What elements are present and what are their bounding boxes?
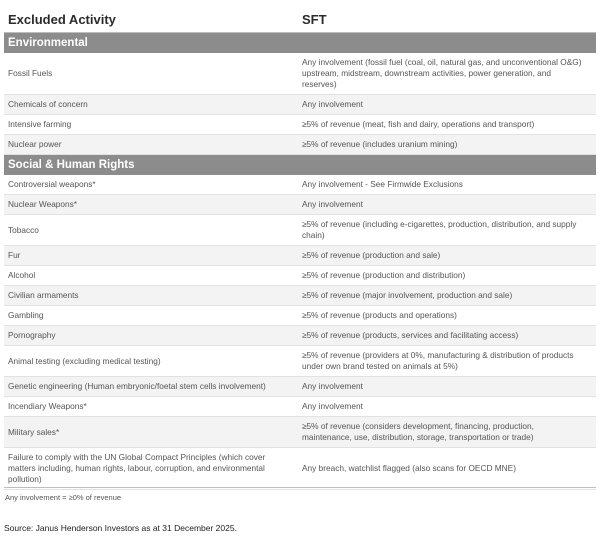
activity-cell: Animal testing (excluding medical testing) [8,355,161,366]
criteria-cell: ≥5% of revenue (production and distribution) [302,270,466,280]
table-header [4,4,596,33]
exclusions-table [4,4,596,490]
table-row [4,326,596,346]
table-row [4,377,596,397]
table-row [4,246,596,266]
criteria-cell: ≥5% of revenue (considers development, financing, production, maintenance, use, distribution, storage, transportation or trade) [302,421,534,442]
criteria-cell: ≥5% of revenue (including e-cigarettes, production, distribution, and supply chain) [302,219,577,240]
table-row [4,115,596,135]
activity-cell: Chemicals of concern [8,99,88,109]
table-row [4,195,596,215]
table-row [4,266,596,286]
criteria-cell: Any involvement [302,99,363,109]
activity-cell: Civilian armaments [8,290,79,300]
activity-cell: Military sales* [8,426,60,437]
activity-cell: Genetic engineering (Human embryonic/foetal stem cells involvement) [8,381,266,391]
criteria-cell: ≥5% of revenue (includes uranium mining) [302,139,458,149]
table-row [4,417,596,448]
criteria-cell: Any breach, watchlist flagged (also scans for OECD MNE) [302,463,516,473]
criteria-cell: ≥5% of revenue (products and operations) [302,310,457,320]
section-social-human-rights: Social & Human Rights [4,155,596,175]
header-sft: SFT [302,12,327,27]
table-row [4,346,596,377]
criteria-cell: Any involvement - See Firmwide Exclusions [302,179,463,189]
criteria-cell: ≥5% of revenue (products, services and facilitating access) [302,330,519,340]
criteria-cell: Any involvement [302,401,363,411]
header-excluded-activity: Excluded Activity [8,12,116,27]
criteria-cell: ≥5% of revenue (production and sale) [302,250,441,260]
criteria-cell: ≥5% of revenue (major involvement, production and sale) [302,290,513,300]
criteria-cell: Any involvement [302,199,363,209]
table-row [4,53,596,95]
activity-cell: Gambling [8,310,44,320]
activity-cell: Fossil Fuels [8,68,53,78]
social-rows [4,175,596,490]
criteria-cell: Any involvement (fossil fuel (coal, oil, natural gas, and unconventional O&G) upstream, midstream, downstream activities, power generation, and reserves) [302,57,582,89]
environmental-rows [4,53,596,155]
criteria-cell: ≥5% of revenue (providers at 0%, manufacturing & distribution of products under own brand tested on animals at 5%) [302,350,574,371]
activity-cell: Failure to comply with the UN Global Compact Principles (which cover matters including, human rights, labour, corruption, and environmental pollution) [8,452,266,484]
table-row [4,215,596,246]
section-environmental: Environmental [4,33,596,53]
footnote-divider [4,487,596,488]
table-row [4,448,596,490]
criteria-cell: Any involvement [302,381,363,391]
source-note: Source: Janus Henderson Investors as at 31 December 2025. [4,523,237,533]
activity-cell: Nuclear Weapons* [8,199,78,209]
footnote: Any involvement = ≥0% of revenue [5,493,122,502]
activity-cell: Fur [8,250,21,260]
activity-cell: Incendiary Weapons* [8,401,87,411]
table-row [4,95,596,115]
table-row [4,306,596,326]
table-row [4,135,596,155]
activity-cell: Alcohol [8,270,36,280]
activity-cell: Nuclear power [8,139,62,149]
activity-cell: Pornography [8,330,56,340]
table-row [4,175,596,195]
activity-cell: Tobacco [8,224,39,235]
activity-cell: Controversial weapons* [8,179,96,189]
table-row [4,286,596,306]
activity-cell: Intensive farming [8,119,72,129]
table-row [4,397,596,417]
criteria-cell: ≥5% of revenue (meat, fish and dairy, operations and transport) [302,119,535,129]
